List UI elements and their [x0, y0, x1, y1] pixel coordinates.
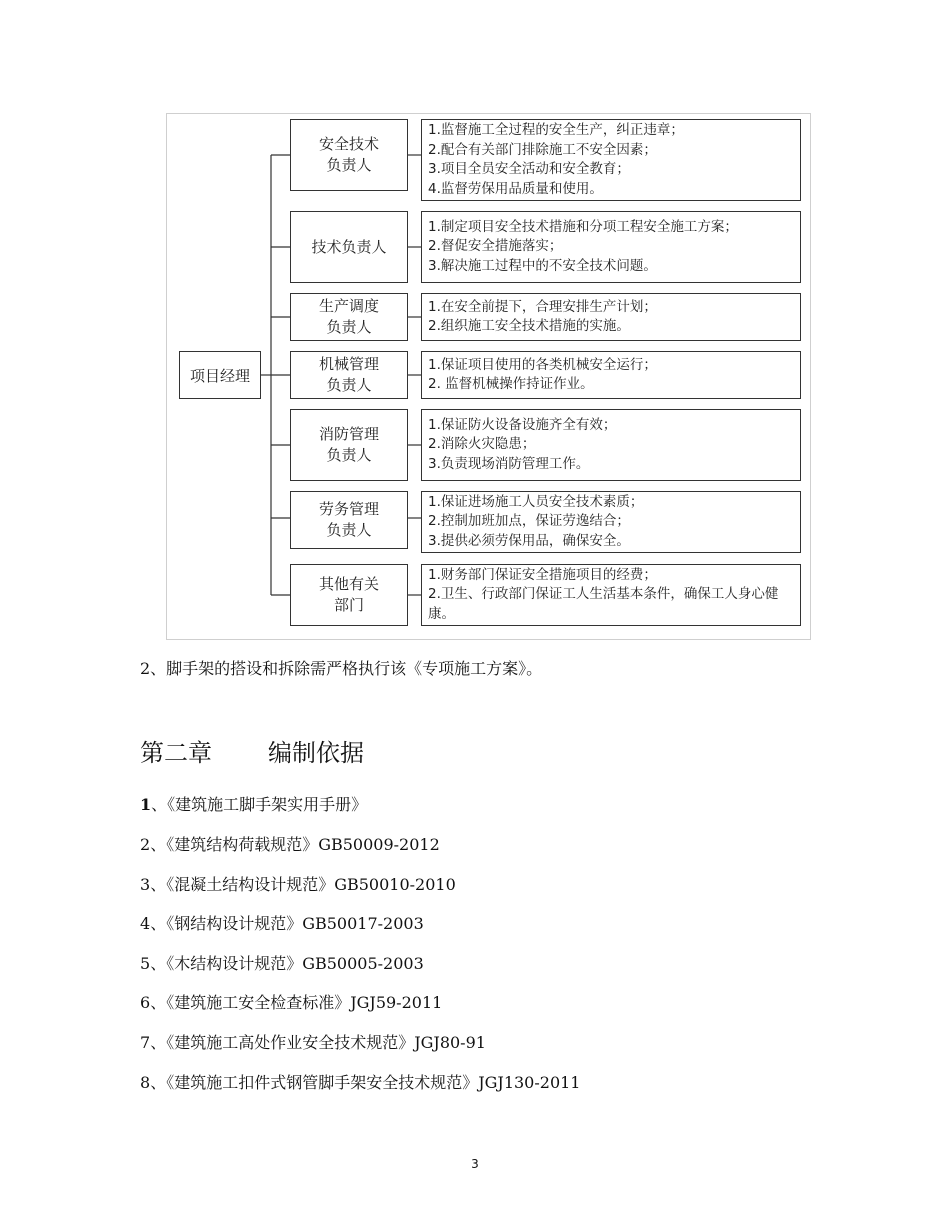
reference-item [140, 1070, 580, 1093]
duty-item: 1.监督施工全过程的安全生产，纠正违章； [428, 122, 684, 138]
chapter-heading [140, 733, 364, 768]
role-label: 其他有关 [318, 575, 379, 593]
reference-separator: 、 [151, 795, 168, 814]
role-label: 技术负责人 [311, 237, 387, 256]
role-labor [290, 491, 408, 549]
duties-labor [421, 491, 801, 553]
reference-number: 6 [140, 993, 151, 1012]
duty-item: 1.财务部门保证安全措施项目的经费； [428, 566, 657, 583]
reference-text: 《混凝土结构设计规范》GB50010-2010 [166, 875, 456, 894]
duty-item: 1.保证进场施工人员安全技术素质； [428, 493, 644, 510]
reference-separator: 、 [150, 1033, 167, 1052]
safety-org-chart [166, 113, 811, 640]
role-label: 机械管理 [318, 355, 379, 373]
role-label: 劳务管理 [318, 500, 379, 518]
duty-item: 3.项目全员安全活动和安全教育； [428, 161, 630, 177]
duty-item: 1.制定项目安全技术措施和分项工程安全施工方案； [428, 218, 738, 235]
duty-item: 2. 监督机械操作持证作业。 [428, 376, 594, 392]
reference-separator: 、 [150, 835, 167, 854]
reference-number: 7 [140, 1033, 151, 1052]
reference-item [140, 990, 442, 1013]
reference-item [140, 832, 440, 855]
role-safety-tech [290, 119, 408, 191]
duties-tech-lead [421, 211, 801, 283]
reference-number: 4 [140, 914, 151, 933]
chapter-number: 第二章 [140, 739, 212, 767]
reference-item [140, 1030, 486, 1053]
duties-fire-safety [421, 409, 801, 481]
paragraph-scaffold-execution: 2、脚手架的搭设和拆除需严格执行该《专项施工方案》。 [140, 659, 543, 678]
role-label: 生产调度 [318, 297, 379, 315]
role-label: 消防管理 [318, 425, 379, 443]
chapter-title: 编制依据 [268, 739, 364, 767]
role-label: 负责人 [326, 156, 372, 174]
role-label: 负责人 [326, 376, 372, 394]
reference-text: 《木结构设计规范》GB50005-2003 [166, 954, 424, 973]
role-fire-safety [290, 409, 408, 481]
reference-text: 《建筑施工安全检查标准》JGJ59-2011 [166, 993, 443, 1012]
duty-item: 2.督促安全措施落实； [428, 238, 563, 255]
role-label: 负责人 [326, 318, 372, 336]
duty-item: 1.保证防火设备设施齐全有效； [428, 416, 617, 433]
page-number: 3 [471, 1157, 479, 1171]
reference-number: 8 [140, 1073, 151, 1092]
reference-number: 2 [140, 835, 151, 854]
duties-other-departments [421, 564, 801, 626]
role-label: 负责人 [326, 446, 372, 464]
duty-item: 4.监督劳保用品质量和使用。 [428, 180, 603, 197]
reference-text: 《建筑施工脚手架实用手册》 [167, 795, 368, 814]
reference-number: 1 [140, 795, 152, 814]
duty-item: 2.消除火灾隐患； [428, 436, 536, 453]
duty-item: 2.组织施工安全技术措施的实施。 [428, 318, 630, 334]
reference-text: 《建筑施工扣件式钢管脚手架安全技术规范》JGJ130-2011 [166, 1073, 581, 1092]
duty-item: 3.解决施工过程中的不安全技术问题。 [428, 257, 657, 274]
duties-safety-tech [421, 119, 801, 201]
reference-text: 《钢结构设计规范》GB50017-2003 [166, 914, 424, 933]
duty-item: 2.卫生、行政部门保证工人生活基本条件，确保工人身心健康。 [428, 586, 779, 622]
reference-text: 《建筑结构荷载规范》GB50009-2012 [166, 835, 440, 854]
duties-production-dispatch [421, 293, 801, 341]
reference-item [140, 951, 424, 974]
reference-number: 5 [140, 954, 151, 973]
reference-separator: 、 [150, 1073, 167, 1092]
reference-separator: 、 [150, 993, 167, 1012]
reference-item [140, 872, 456, 895]
duty-item: 2.控制加班加点，保证劳逸结合； [428, 513, 630, 530]
reference-separator: 、 [150, 875, 167, 894]
role-label: 负责人 [326, 521, 372, 539]
role-label: 部门 [333, 596, 364, 614]
duties-machinery [421, 351, 801, 399]
duty-item: 2.配合有关部门排除施工不安全因素； [428, 141, 657, 158]
reference-item [140, 911, 424, 934]
role-other-departments [290, 564, 408, 626]
duty-item: 1.在安全前提下，合理安排生产计划； [428, 298, 657, 315]
role-label: 安全技术 [318, 135, 379, 153]
role-production-dispatch [290, 293, 408, 341]
reference-item [140, 792, 367, 815]
role-tech-lead [290, 211, 408, 283]
duty-item: 3.负责现场消防管理工作。 [428, 455, 590, 472]
reference-text: 《建筑施工高处作业安全技术规范》JGJ80-91 [166, 1033, 486, 1052]
role-machinery [290, 351, 408, 399]
reference-separator: 、 [150, 954, 167, 973]
reference-number: 3 [140, 875, 151, 894]
duty-item: 1.保证项目使用的各类机械安全运行； [428, 356, 657, 373]
reference-separator: 、 [150, 914, 167, 933]
duty-item: 3.提供必须劳保用品，确保安全。 [428, 532, 630, 549]
project-manager-box: 项目经理 [179, 351, 261, 399]
